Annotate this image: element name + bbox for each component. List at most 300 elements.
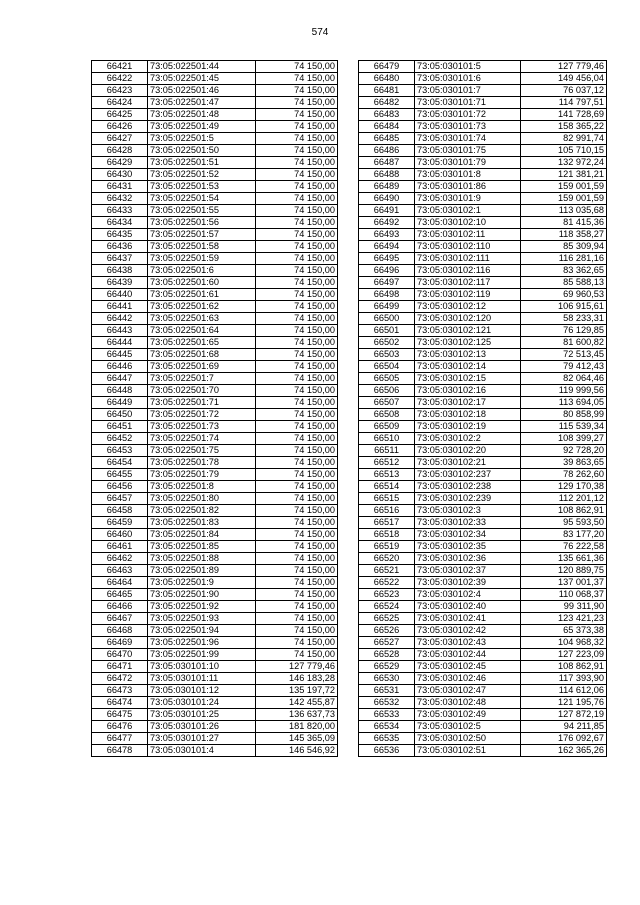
- table-row: [359, 697, 607, 709]
- cadastral-value: 74 150,00: [256, 433, 338, 445]
- table-row: [92, 745, 338, 757]
- cadastral-value: 74 150,00: [256, 157, 338, 169]
- cadastral-value: 135 661,36: [521, 553, 607, 565]
- cadastral-number: 73:05:022501:88: [148, 553, 256, 565]
- cadastral-value: 74 150,00: [256, 253, 338, 265]
- table-row: [92, 205, 338, 217]
- table-row: [92, 277, 338, 289]
- cadastral-value: 108 862,91: [521, 661, 607, 673]
- cadastral-value: 112 201,12: [521, 493, 607, 505]
- cadastral-value: 176 092,67: [521, 733, 607, 745]
- table-row: [92, 685, 338, 697]
- row-number: 66463: [92, 565, 148, 577]
- row-number: 66441: [92, 301, 148, 313]
- table-row: [92, 73, 338, 85]
- cadastral-value: 74 150,00: [256, 133, 338, 145]
- cadastral-value: 76 129,85: [521, 325, 607, 337]
- table-row: [92, 133, 338, 145]
- cadastral-value: 105 710,15: [521, 145, 607, 157]
- cadastral-number: 73:05:030102:16: [415, 385, 521, 397]
- row-number: 66506: [359, 385, 415, 397]
- table-row: [359, 301, 607, 313]
- row-number: 66488: [359, 169, 415, 181]
- cadastral-value: 74 150,00: [256, 457, 338, 469]
- cadastral-value: 74 150,00: [256, 337, 338, 349]
- table-row: [92, 469, 338, 481]
- table-row: [92, 445, 338, 457]
- table-row: [92, 169, 338, 181]
- row-number: 66498: [359, 289, 415, 301]
- row-number: 66428: [92, 145, 148, 157]
- table-row: [92, 313, 338, 325]
- table-row: [359, 385, 607, 397]
- row-number: 66521: [359, 565, 415, 577]
- table-row: [359, 181, 607, 193]
- cadastral-number: 73:05:030102:47: [415, 685, 521, 697]
- row-number: 66477: [92, 733, 148, 745]
- table-row: [359, 577, 607, 589]
- table-row: [359, 685, 607, 697]
- cadastral-value: 136 637,73: [256, 709, 338, 721]
- cadastral-value: 74 150,00: [256, 313, 338, 325]
- row-number: 66478: [92, 745, 148, 757]
- cadastral-number: 73:05:030102:3: [415, 505, 521, 517]
- cadastral-value: 113 035,68: [521, 205, 607, 217]
- row-number: 66527: [359, 637, 415, 649]
- table-row: [92, 109, 338, 121]
- table-row: [92, 61, 338, 73]
- cadastral-value: 72 513,45: [521, 349, 607, 361]
- row-number: 66452: [92, 433, 148, 445]
- cadastral-number: 73:05:030102:5: [415, 721, 521, 733]
- cadastral-number: 73:05:022501:74: [148, 433, 256, 445]
- cadastral-value: 74 150,00: [256, 493, 338, 505]
- cadastral-number: 73:05:030102:42: [415, 625, 521, 637]
- row-number: 66444: [92, 337, 148, 349]
- cadastral-value: 74 150,00: [256, 277, 338, 289]
- cadastral-number: 73:05:030101:75: [415, 145, 521, 157]
- row-number: 66468: [92, 625, 148, 637]
- row-number: 66483: [359, 109, 415, 121]
- cadastral-value: 74 150,00: [256, 349, 338, 361]
- row-number: 66450: [92, 409, 148, 421]
- left-table-body: [92, 61, 338, 757]
- cadastral-number: 73:05:030102:36: [415, 553, 521, 565]
- cadastral-number: 73:05:022501:83: [148, 517, 256, 529]
- table-row: [92, 181, 338, 193]
- cadastral-number: 73:05:030102:17: [415, 397, 521, 409]
- row-number: 66460: [92, 529, 148, 541]
- row-number: 66432: [92, 193, 148, 205]
- cadastral-value: 104 968,32: [521, 637, 607, 649]
- table-row: [359, 373, 607, 385]
- row-number: 66518: [359, 529, 415, 541]
- cadastral-number: 73:05:022501:63: [148, 313, 256, 325]
- cadastral-number: 73:05:030101:71: [415, 97, 521, 109]
- table-row: [92, 217, 338, 229]
- row-number: 66510: [359, 433, 415, 445]
- cadastral-number: 73:05:022501:73: [148, 421, 256, 433]
- table-row: [92, 361, 338, 373]
- table-row: [359, 337, 607, 349]
- table-row: [92, 709, 338, 721]
- cadastral-number: 73:05:030101:11: [148, 673, 256, 685]
- table-row: [359, 589, 607, 601]
- cadastral-value: 74 150,00: [256, 229, 338, 241]
- table-row: [92, 253, 338, 265]
- cadastral-value: 85 309,94: [521, 241, 607, 253]
- table-row: [359, 457, 607, 469]
- cadastral-number: 73:05:030101:73: [415, 121, 521, 133]
- cadastral-value: 127 779,46: [521, 61, 607, 73]
- table-row: [92, 661, 338, 673]
- row-number: 66427: [92, 133, 148, 145]
- cadastral-number: 73:05:030102:21: [415, 457, 521, 469]
- table-row: [359, 469, 607, 481]
- cadastral-value: 74 150,00: [256, 625, 338, 637]
- cadastral-number: 73:05:022501:68: [148, 349, 256, 361]
- table-row: [359, 721, 607, 733]
- row-number: 66535: [359, 733, 415, 745]
- cadastral-number: 73:05:022501:50: [148, 145, 256, 157]
- cadastral-value: 74 150,00: [256, 613, 338, 625]
- row-number: 66497: [359, 277, 415, 289]
- row-number: 66490: [359, 193, 415, 205]
- cadastral-value: 119 999,56: [521, 385, 607, 397]
- row-number: 66472: [92, 673, 148, 685]
- table-row: [359, 625, 607, 637]
- cadastral-number: 73:05:022501:48: [148, 109, 256, 121]
- cadastral-value: 106 915,61: [521, 301, 607, 313]
- table-row: [92, 265, 338, 277]
- cadastral-number: 73:05:030102:49: [415, 709, 521, 721]
- row-number: 66522: [359, 577, 415, 589]
- cadastral-value: 74 150,00: [256, 589, 338, 601]
- row-number: 66525: [359, 613, 415, 625]
- table-row: [92, 505, 338, 517]
- cadastral-value: 159 001,59: [521, 193, 607, 205]
- row-number: 66461: [92, 541, 148, 553]
- cadastral-value: 74 150,00: [256, 361, 338, 373]
- cadastral-value: 114 797,51: [521, 97, 607, 109]
- table-row: [92, 517, 338, 529]
- cadastral-value: 76 222,58: [521, 541, 607, 553]
- cadastral-value: 74 150,00: [256, 169, 338, 181]
- cadastral-number: 73:05:022501:70: [148, 385, 256, 397]
- cadastral-number: 73:05:022501:49: [148, 121, 256, 133]
- cadastral-value: 74 150,00: [256, 541, 338, 553]
- row-number: 66489: [359, 181, 415, 193]
- row-number: 66491: [359, 205, 415, 217]
- row-number: 66448: [92, 385, 148, 397]
- cadastral-value: 146 546,92: [256, 745, 338, 757]
- cadastral-number: 73:05:022501:78: [148, 457, 256, 469]
- row-number: 66433: [92, 205, 148, 217]
- cadastral-value: 80 858,99: [521, 409, 607, 421]
- cadastral-number: 73:05:030102:46: [415, 673, 521, 685]
- row-number: 66512: [359, 457, 415, 469]
- table-row: [359, 289, 607, 301]
- cadastral-value: 74 150,00: [256, 577, 338, 589]
- cadastral-number: 73:05:030102:37: [415, 565, 521, 577]
- table-row: [359, 673, 607, 685]
- table-row: [359, 145, 607, 157]
- cadastral-number: 73:05:022501:93: [148, 613, 256, 625]
- row-number: 66473: [92, 685, 148, 697]
- table-row: [359, 397, 607, 409]
- cadastral-value: 74 150,00: [256, 325, 338, 337]
- table-row: [92, 565, 338, 577]
- table-row: [92, 541, 338, 553]
- table-row: [359, 241, 607, 253]
- cadastral-number: 73:05:022501:58: [148, 241, 256, 253]
- table-row: [92, 289, 338, 301]
- cadastral-number: 73:05:030101:8: [415, 169, 521, 181]
- cadastral-number: 73:05:030102:43: [415, 637, 521, 649]
- cadastral-value: 69 960,53: [521, 289, 607, 301]
- table-row: [359, 349, 607, 361]
- cadastral-value: 74 150,00: [256, 445, 338, 457]
- row-number: 66469: [92, 637, 148, 649]
- row-number: 66422: [92, 73, 148, 85]
- cadastral-number: 73:05:022501:55: [148, 205, 256, 217]
- cadastral-value: 74 150,00: [256, 649, 338, 661]
- cadastral-number: 73:05:030101:4: [148, 745, 256, 757]
- row-number: 66423: [92, 85, 148, 97]
- cadastral-number: 73:05:022501:60: [148, 277, 256, 289]
- cadastral-value: 74 150,00: [256, 121, 338, 133]
- cadastral-number: 73:05:030102:44: [415, 649, 521, 661]
- cadastral-number: 73:05:022501:45: [148, 73, 256, 85]
- table-row: [92, 493, 338, 505]
- row-number: 66464: [92, 577, 148, 589]
- cadastral-value: 121 195,76: [521, 697, 607, 709]
- cadastral-value: 135 197,72: [256, 685, 338, 697]
- cadastral-number: 73:05:030101:25: [148, 709, 256, 721]
- table-row: [359, 733, 607, 745]
- cadastral-number: 73:05:022501:89: [148, 565, 256, 577]
- cadastral-value: 162 365,26: [521, 745, 607, 757]
- table-row: [92, 733, 338, 745]
- cadastral-number: 73:05:030101:9: [415, 193, 521, 205]
- cadastral-number: 73:05:030102:48: [415, 697, 521, 709]
- cadastral-value: 145 365,09: [256, 733, 338, 745]
- table-row: [92, 481, 338, 493]
- cadastral-value: 58 233,31: [521, 313, 607, 325]
- row-number: 66438: [92, 265, 148, 277]
- table-row: [359, 169, 607, 181]
- table-row: [92, 241, 338, 253]
- cadastral-value: 74 150,00: [256, 529, 338, 541]
- row-number: 66494: [359, 241, 415, 253]
- row-number: 66534: [359, 721, 415, 733]
- cadastral-value: 137 001,37: [521, 577, 607, 589]
- table-row: [359, 565, 607, 577]
- cadastral-value: 74 150,00: [256, 205, 338, 217]
- table-row: [359, 553, 607, 565]
- row-number: 66482: [359, 97, 415, 109]
- cadastral-value: 113 694,05: [521, 397, 607, 409]
- cadastral-number: 73:05:030101:10: [148, 661, 256, 673]
- cadastral-number: 73:05:030101:74: [415, 133, 521, 145]
- table-row: [92, 721, 338, 733]
- table-row: [359, 613, 607, 625]
- table-row: [359, 73, 607, 85]
- cadastral-number: 73:05:030102:110: [415, 241, 521, 253]
- table-row: [359, 61, 607, 73]
- cadastral-number: 73:05:030102:20: [415, 445, 521, 457]
- row-number: 66513: [359, 469, 415, 481]
- table-row: [359, 745, 607, 757]
- table-row: [92, 613, 338, 625]
- cadastral-number: 73:05:022501:80: [148, 493, 256, 505]
- cadastral-value: 74 150,00: [256, 421, 338, 433]
- cadastral-number: 73:05:030101:79: [415, 157, 521, 169]
- row-number: 66493: [359, 229, 415, 241]
- cadastral-value: 76 037,12: [521, 85, 607, 97]
- right-data-table: [358, 60, 607, 757]
- table-row: [359, 157, 607, 169]
- cadastral-value: 117 393,90: [521, 673, 607, 685]
- cadastral-number: 73:05:022501:56: [148, 217, 256, 229]
- table-row: [92, 421, 338, 433]
- table-row: [359, 649, 607, 661]
- cadastral-value: 83 177,20: [521, 529, 607, 541]
- row-number: 66453: [92, 445, 148, 457]
- row-number: 66429: [92, 157, 148, 169]
- table-row: [92, 301, 338, 313]
- cadastral-number: 73:05:022501:44: [148, 61, 256, 73]
- cadastral-value: 159 001,59: [521, 181, 607, 193]
- table-row: [359, 529, 607, 541]
- table-row: [359, 277, 607, 289]
- row-number: 66446: [92, 361, 148, 373]
- row-number: 66480: [359, 73, 415, 85]
- cadastral-value: 114 612,06: [521, 685, 607, 697]
- table-row: [92, 577, 338, 589]
- row-number: 66434: [92, 217, 148, 229]
- cadastral-number: 73:05:022501:90: [148, 589, 256, 601]
- row-number: 66515: [359, 493, 415, 505]
- cadastral-number: 73:05:022501:5: [148, 133, 256, 145]
- cadastral-number: 73:05:030102:119: [415, 289, 521, 301]
- cadastral-number: 73:05:030102:39: [415, 577, 521, 589]
- table-row: [359, 409, 607, 421]
- cadastral-number: 73:05:030102:239: [415, 493, 521, 505]
- cadastral-value: 74 150,00: [256, 109, 338, 121]
- cadastral-number: 73:05:022501:7: [148, 373, 256, 385]
- cadastral-number: 73:05:030102:111: [415, 253, 521, 265]
- row-number: 66530: [359, 673, 415, 685]
- cadastral-number: 73:05:030102:18: [415, 409, 521, 421]
- cadastral-value: 74 150,00: [256, 505, 338, 517]
- row-number: 66524: [359, 601, 415, 613]
- cadastral-value: 120 889,75: [521, 565, 607, 577]
- table-row: [359, 325, 607, 337]
- row-number: 66503: [359, 349, 415, 361]
- table-row: [359, 229, 607, 241]
- row-number: 66536: [359, 745, 415, 757]
- cadastral-value: 127 779,46: [256, 661, 338, 673]
- table-row: [92, 385, 338, 397]
- cadastral-number: 73:05:022501:6: [148, 265, 256, 277]
- cadastral-number: 73:05:022501:92: [148, 601, 256, 613]
- table-row: [359, 121, 607, 133]
- table-row: [359, 433, 607, 445]
- row-number: 66451: [92, 421, 148, 433]
- cadastral-number: 73:05:030102:15: [415, 373, 521, 385]
- table-row: [359, 601, 607, 613]
- table-row: [359, 709, 607, 721]
- table-row: [92, 409, 338, 421]
- cadastral-value: 146 183,28: [256, 673, 338, 685]
- cadastral-number: 73:05:030102:13: [415, 349, 521, 361]
- cadastral-number: 73:05:022501:71: [148, 397, 256, 409]
- row-number: 66505: [359, 373, 415, 385]
- cadastral-number: 73:05:022501:52: [148, 169, 256, 181]
- cadastral-number: 73:05:022501:94: [148, 625, 256, 637]
- cadastral-number: 73:05:030101:5: [415, 61, 521, 73]
- table-row: [92, 121, 338, 133]
- row-number: 66437: [92, 253, 148, 265]
- table-row: [92, 157, 338, 169]
- cadastral-value: 74 150,00: [256, 565, 338, 577]
- cadastral-value: 74 150,00: [256, 517, 338, 529]
- cadastral-value: 74 150,00: [256, 301, 338, 313]
- cadastral-number: 73:05:022501:57: [148, 229, 256, 241]
- cadastral-number: 73:05:030102:2: [415, 433, 521, 445]
- cadastral-value: 149 456,04: [521, 73, 607, 85]
- row-number: 66457: [92, 493, 148, 505]
- row-number: 66475: [92, 709, 148, 721]
- table-row: [359, 109, 607, 121]
- table-row: [92, 697, 338, 709]
- table-row: [359, 421, 607, 433]
- table-row: [92, 553, 338, 565]
- row-number: 66425: [92, 109, 148, 121]
- cadastral-value: 181 820,00: [256, 721, 338, 733]
- row-number: 66501: [359, 325, 415, 337]
- table-row: [359, 133, 607, 145]
- cadastral-value: 74 150,00: [256, 73, 338, 85]
- row-number: 66447: [92, 373, 148, 385]
- row-number: 66466: [92, 601, 148, 613]
- row-number: 66449: [92, 397, 148, 409]
- row-number: 66495: [359, 253, 415, 265]
- row-number: 66445: [92, 349, 148, 361]
- cadastral-value: 82 064,46: [521, 373, 607, 385]
- row-number: 66431: [92, 181, 148, 193]
- cadastral-number: 73:05:030102:238: [415, 481, 521, 493]
- row-number: 66458: [92, 505, 148, 517]
- cadastral-number: 73:05:030102:125: [415, 337, 521, 349]
- cadastral-number: 73:05:022501:54: [148, 193, 256, 205]
- cadastral-number: 73:05:030101:27: [148, 733, 256, 745]
- cadastral-number: 73:05:022501:79: [148, 469, 256, 481]
- cadastral-value: 158 365,22: [521, 121, 607, 133]
- cadastral-number: 73:05:030101:26: [148, 721, 256, 733]
- table-row: [359, 637, 607, 649]
- cadastral-value: 141 728,69: [521, 109, 607, 121]
- cadastral-value: 74 150,00: [256, 145, 338, 157]
- table-row: [92, 649, 338, 661]
- row-number: 66523: [359, 589, 415, 601]
- cadastral-value: 78 262,60: [521, 469, 607, 481]
- cadastral-value: 85 588,13: [521, 277, 607, 289]
- table-row: [359, 361, 607, 373]
- table-row: [92, 229, 338, 241]
- row-number: 66531: [359, 685, 415, 697]
